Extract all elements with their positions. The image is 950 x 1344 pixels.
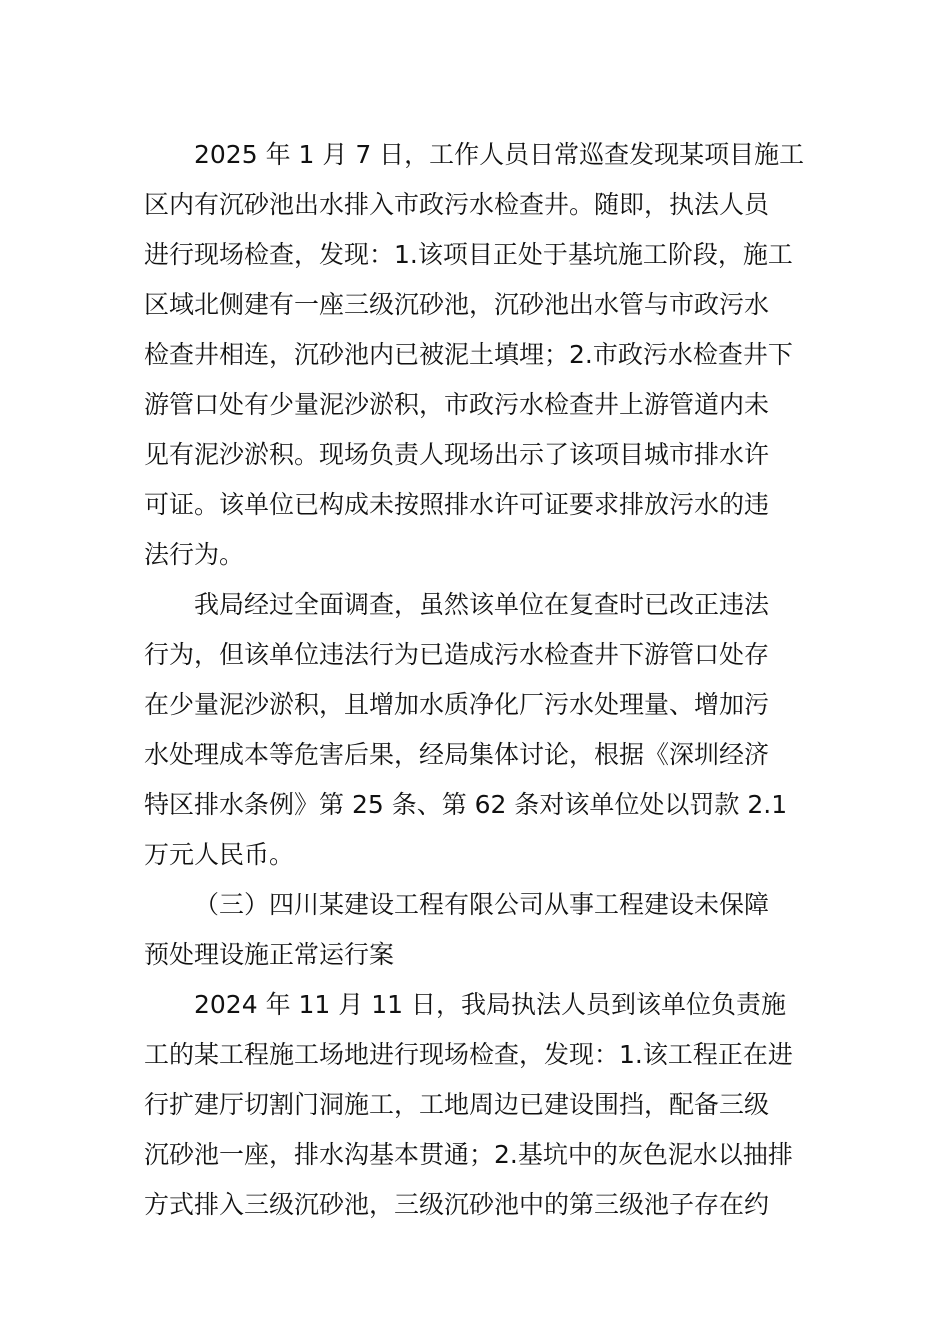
text-line: 可证。该单位已构成未按照排水许可证要求排放污水的违 [144,490,770,519]
text-line: 游管口处有少量泥沙淤积，市政污水检查井上游管道内未 [144,390,770,419]
text-line: 在少量泥沙淤积，且增加水质净化厂污水处理量、增加污 [144,690,770,719]
text-line: 2025 年 1 月 7 日，工作人员日常巡查发现某项目施工 [194,140,805,169]
text-line: 行为，但该单位违法行为已造成污水检查井下游管口处存 [144,640,770,669]
document-body [144,130,810,1230]
text-line: 法行为。 [144,540,245,569]
text-line: 水处理成本等危害后果，经局集体讨论，根据《深圳经济 [144,740,770,769]
text-line: 万元人民币。 [144,840,295,869]
text-line: 2024 年 11 月 11 日，我局执法人员到该单位负责施 [194,990,786,1019]
text-line: 区域北侧建有一座三级沉砂池，沉砂池出水管与市政污水 [144,290,770,319]
text-line: 沉砂池一座，排水沟基本贯通；2.基坑中的灰色泥水以抽排 [144,1140,793,1169]
section-heading-line: （三）四川某建设工程有限公司从事工程建设未保障 [194,890,770,919]
text-line: 检查井相连，沉砂池内已被泥土填埋；2.市政污水检查井下 [144,340,793,369]
text-line: 方式排入三级沉砂池，三级沉砂池中的第三级池子存在约 [144,1190,770,1219]
text-line: 行扩建厅切割门洞施工，工地周边已建设围挡，配备三级 [144,1090,770,1119]
text-line: 见有泥沙淤积。现场负责人现场出示了该项目城市排水许 [144,440,770,469]
text-line: 我局经过全面调查，虽然该单位在复查时已改正违法 [194,590,770,619]
text-line: 特区排水条例》第 25 条、第 62 条对该单位处以罚款 2.1 [144,790,788,819]
text-line: 区内有沉砂池出水排入市政污水检查井。随即，执法人员 [144,190,770,219]
section-heading-line: 预处理设施正常运行案 [144,940,395,969]
text-line: 进行现场检查，发现：1.该项目正处于基坑施工阶段，施工 [144,240,793,269]
text-line: 工的某工程施工场地进行现场检查，发现：1.该工程正在进 [144,1040,793,1069]
